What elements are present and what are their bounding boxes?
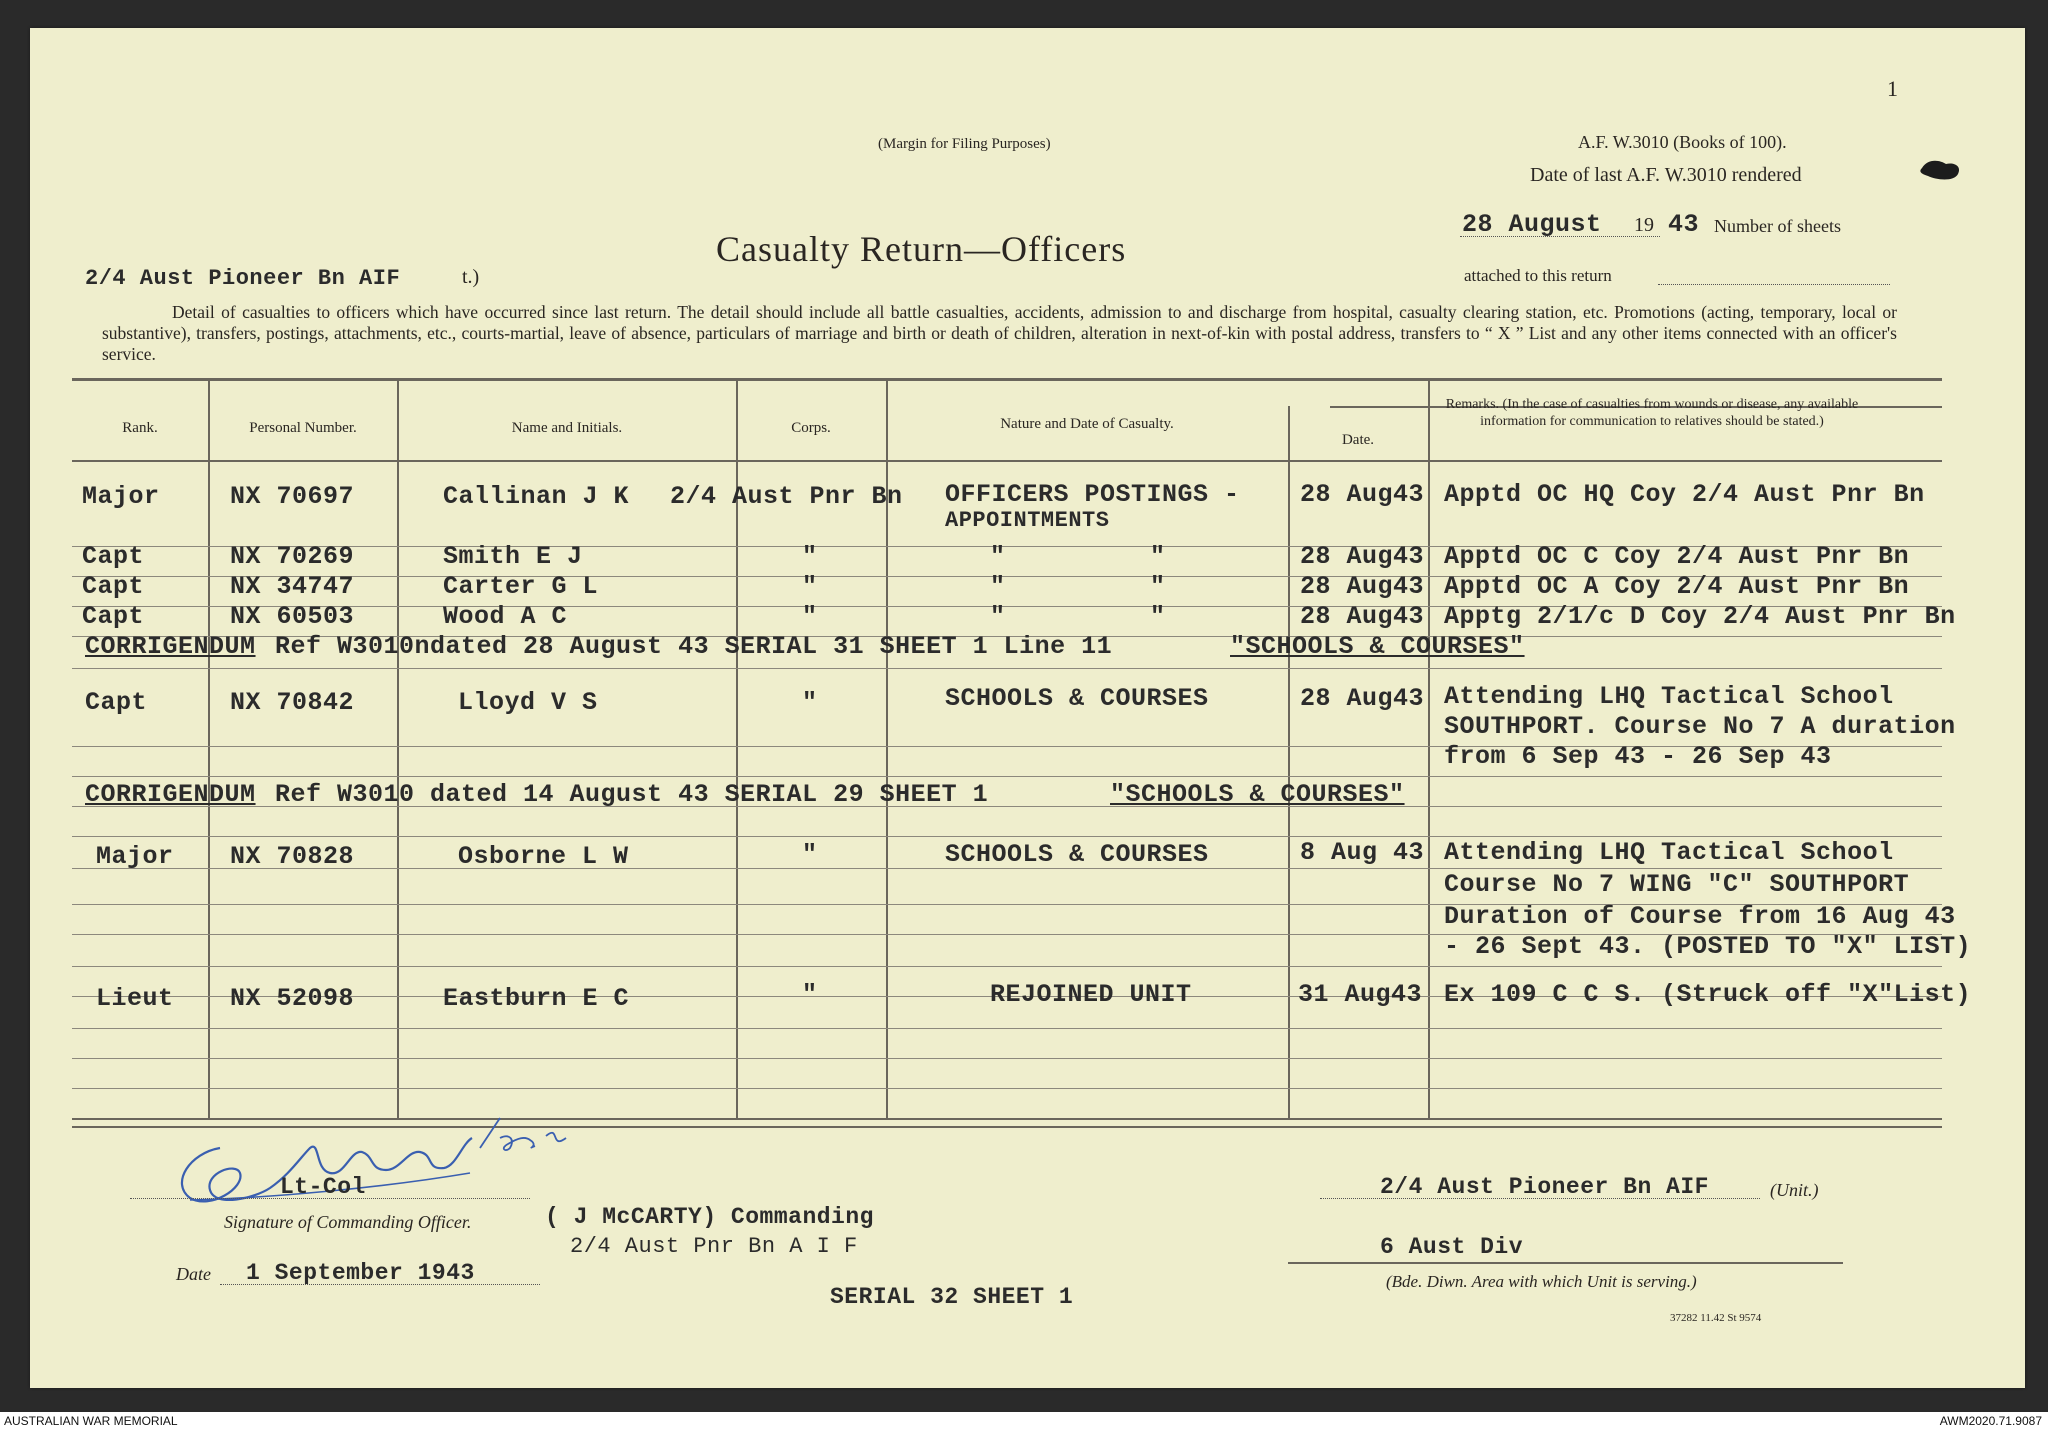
signature-typed-unit: 2/4 Aust Pnr Bn A I F [570, 1234, 858, 1259]
unit-typed: 2/4 Aust Pioneer Bn AIF [85, 266, 401, 291]
row-name: Callinan J K [443, 482, 630, 511]
row-name: Smith E J [443, 542, 583, 571]
row-corps: " [802, 602, 818, 631]
row-nature: SCHOOLS & COURSES [945, 840, 1209, 869]
signature-typed-name: ( J McCARTY) Commanding [545, 1204, 874, 1230]
date-last-dots [1460, 236, 1660, 237]
row-rank: Capt [82, 542, 145, 571]
attached-label: attached to this return [1464, 266, 1612, 285]
header-nature: Nature and Date of Casualty. [1000, 416, 1174, 432]
row-name: Eastburn E C [443, 984, 630, 1013]
row-nature-ditto: " [1150, 602, 1166, 631]
row-corps: " [802, 980, 818, 1009]
row-name: Lloyd V S [458, 688, 598, 717]
row-number: NX 60503 [230, 602, 355, 631]
row-rank: Capt [82, 572, 145, 601]
header-remarks: Remarks. (In the case of casualties from wounds or disease, any available information for communication to relatives should be stated.) [1445, 397, 1859, 429]
date-last-year-prefix: 19 [1634, 214, 1654, 236]
row-nature: REJOINED UNIT [990, 980, 1192, 1009]
row-remarks-4: - 26 Sept 43. (POSTED TO "X" LIST) [1444, 932, 1972, 961]
row-corps: " [802, 688, 818, 717]
row-remarks: Apptd OC HQ Coy 2/4 Aust Pnr Bn [1444, 480, 1925, 509]
header-corps: Corps. [791, 420, 831, 436]
serial-sheet: SERIAL 32 SHEET 1 [830, 1284, 1074, 1310]
row-nature-ditto: " [1150, 542, 1166, 571]
row-remarks-3: Duration of Course from 16 Aug 43 [1444, 902, 1956, 931]
col-divider-6 [1428, 380, 1430, 1118]
row-remarks: Attending LHQ Tactical School [1444, 838, 1894, 867]
row-rank: Capt [82, 602, 145, 631]
row-corps: " [802, 572, 818, 601]
row-date: 28 Aug43 [1300, 602, 1425, 631]
row-number: NX 70697 [230, 482, 355, 511]
row-date: 28 Aug43 [1300, 542, 1425, 571]
row-remarks: Attending LHQ Tactical School [1444, 682, 1894, 711]
row-remarks-2: Course No 7 WING "C" SOUTHPORT [1444, 870, 1910, 899]
row-remarks: Ex 109 C C S. (Struck off "X"List) [1444, 980, 1972, 1009]
row-date: 28 Aug43 [1300, 480, 1425, 509]
row-number: NX 34747 [230, 572, 355, 601]
print-code: 37282 11.42 St 9574 [1670, 1312, 1762, 1324]
margin-note: (Margin for Filing Purposes) [878, 136, 1051, 152]
unit-printed-suffix: t.) [462, 266, 480, 288]
unit-label: (Unit.) [1770, 1180, 1819, 1200]
col-divider-2 [397, 380, 399, 1118]
row-number: NX 52098 [230, 984, 355, 1013]
row-date: 28 Aug43 [1300, 572, 1425, 601]
row-remarks: Apptd OC A Coy 2/4 Aust Pnr Bn [1444, 572, 1910, 601]
page-title: Casualty Return—Officers [716, 229, 1127, 269]
row-number: NX 70842 [230, 688, 355, 717]
page-number: 1 [1887, 76, 1898, 101]
row-number: NX 70828 [230, 842, 355, 871]
corrigendum-label: CORRIGENDUM [85, 632, 256, 661]
date-last-label: Date of last A.F. W.3010 rendered [1530, 164, 1802, 186]
col-divider-5 [1288, 406, 1290, 1118]
row-corps: " [802, 542, 818, 571]
row-nature-line2: APPOINTMENTS [945, 508, 1110, 533]
footer-left: AUSTRALIAN WAR MEMORIAL [4, 1414, 178, 1428]
corrigendum-category: "SCHOOLS & COURSES" [1230, 632, 1525, 661]
row-nature: OFFICERS POSTINGS - [945, 480, 1240, 509]
date-value: 1 September 1943 [246, 1260, 475, 1286]
row-date: 31 Aug43 [1298, 980, 1423, 1009]
row-nature: " [990, 542, 1006, 571]
instructions-paragraph: Detail of casualties to officers which have occurred since last return. The detail should include all battle casualties, accidents, admission to and discharge from hospital, casualty clearing station, etc. Promotions (acting, temporary, local or substantive), transfers, postings, attachments, etc., courts-martial, leave of absence, particulars of marriage and birth or death of children, alteration in next-of-kin with postal address, transfers to “ X ” List and any other items connected with an officer's service. [102, 302, 1897, 364]
date-last-year: 43 [1668, 210, 1700, 239]
row-rank: Major [82, 482, 160, 511]
row-remarks-3: from 6 Sep 43 - 26 Sep 43 [1444, 742, 1832, 771]
header-date: Date. [1341, 432, 1375, 448]
row-rank: Major [96, 842, 174, 871]
row-remarks-2: SOUTHPORT. Course No 7 A duration [1444, 712, 1956, 741]
date-last-value: 28 August [1462, 210, 1602, 239]
attached-dots [1658, 284, 1890, 285]
corrigendum-text: Ref W3010 dated 14 August 43 SERIAL 29 SHEET 1 [275, 780, 989, 809]
ink-blot-icon [1918, 156, 1964, 184]
row-nature: SCHOOLS & COURSES [945, 684, 1209, 713]
area-value: 6 Aust Div [1380, 1234, 1524, 1260]
unit-value: 2/4 Aust Pioneer Bn AIF [1380, 1174, 1709, 1200]
row-corps: 2/4 Aust Pnr Bn [670, 482, 903, 511]
sheets-label: Number of sheets [1714, 216, 1841, 236]
corrigendum-text: Ref W3010ndated 28 August 43 SERIAL 31 SHEET 1 Line 11 [275, 632, 1113, 661]
signature-rank: Lt-Col [280, 1174, 366, 1200]
corrigendum-category: "SCHOOLS & COURSES" [1110, 780, 1405, 809]
row-name: Wood A C [443, 602, 568, 631]
row-nature: " [990, 572, 1006, 601]
row-remarks: Apptd OC C Coy 2/4 Aust Pnr Bn [1444, 542, 1910, 571]
area-label: (Bde. Diwn. Area with which Unit is serving.) [1386, 1272, 1697, 1291]
row-number: NX 70269 [230, 542, 355, 571]
footer-right: AWM2020.71.9087 [1939, 1414, 2042, 1428]
row-name: Carter G L [443, 572, 599, 601]
form-reference: A.F. W.3010 (Books of 100). [1578, 132, 1787, 152]
date-label: Date [176, 1264, 211, 1284]
row-remarks: Apptg 2/1/c D Coy 2/4 Aust Pnr Bn [1444, 602, 1956, 631]
archive-footer [0, 1412, 2048, 1430]
table-header-rule [72, 460, 1942, 462]
row-nature-ditto: " [1150, 572, 1166, 601]
header-name: Name and Initials. [511, 420, 623, 436]
row-date: 8 Aug 43 [1300, 838, 1425, 867]
row-name: Osborne L W [458, 842, 629, 871]
header-rank: Rank. [122, 420, 158, 436]
row-nature: " [990, 602, 1006, 631]
row-rank: Capt [85, 688, 148, 717]
col-divider-1 [208, 380, 210, 1118]
row-date: 28 Aug43 [1300, 684, 1425, 713]
header-personal-number: Personal Number. [249, 420, 357, 436]
document-page [30, 28, 2025, 1388]
corrigendum-label: CORRIGENDUM [85, 780, 256, 809]
row-rank: Lieut [96, 984, 174, 1013]
table-top-rule [72, 378, 1942, 381]
row-corps: " [802, 840, 818, 869]
signature-label: Signature of Commanding Officer. [224, 1212, 472, 1232]
